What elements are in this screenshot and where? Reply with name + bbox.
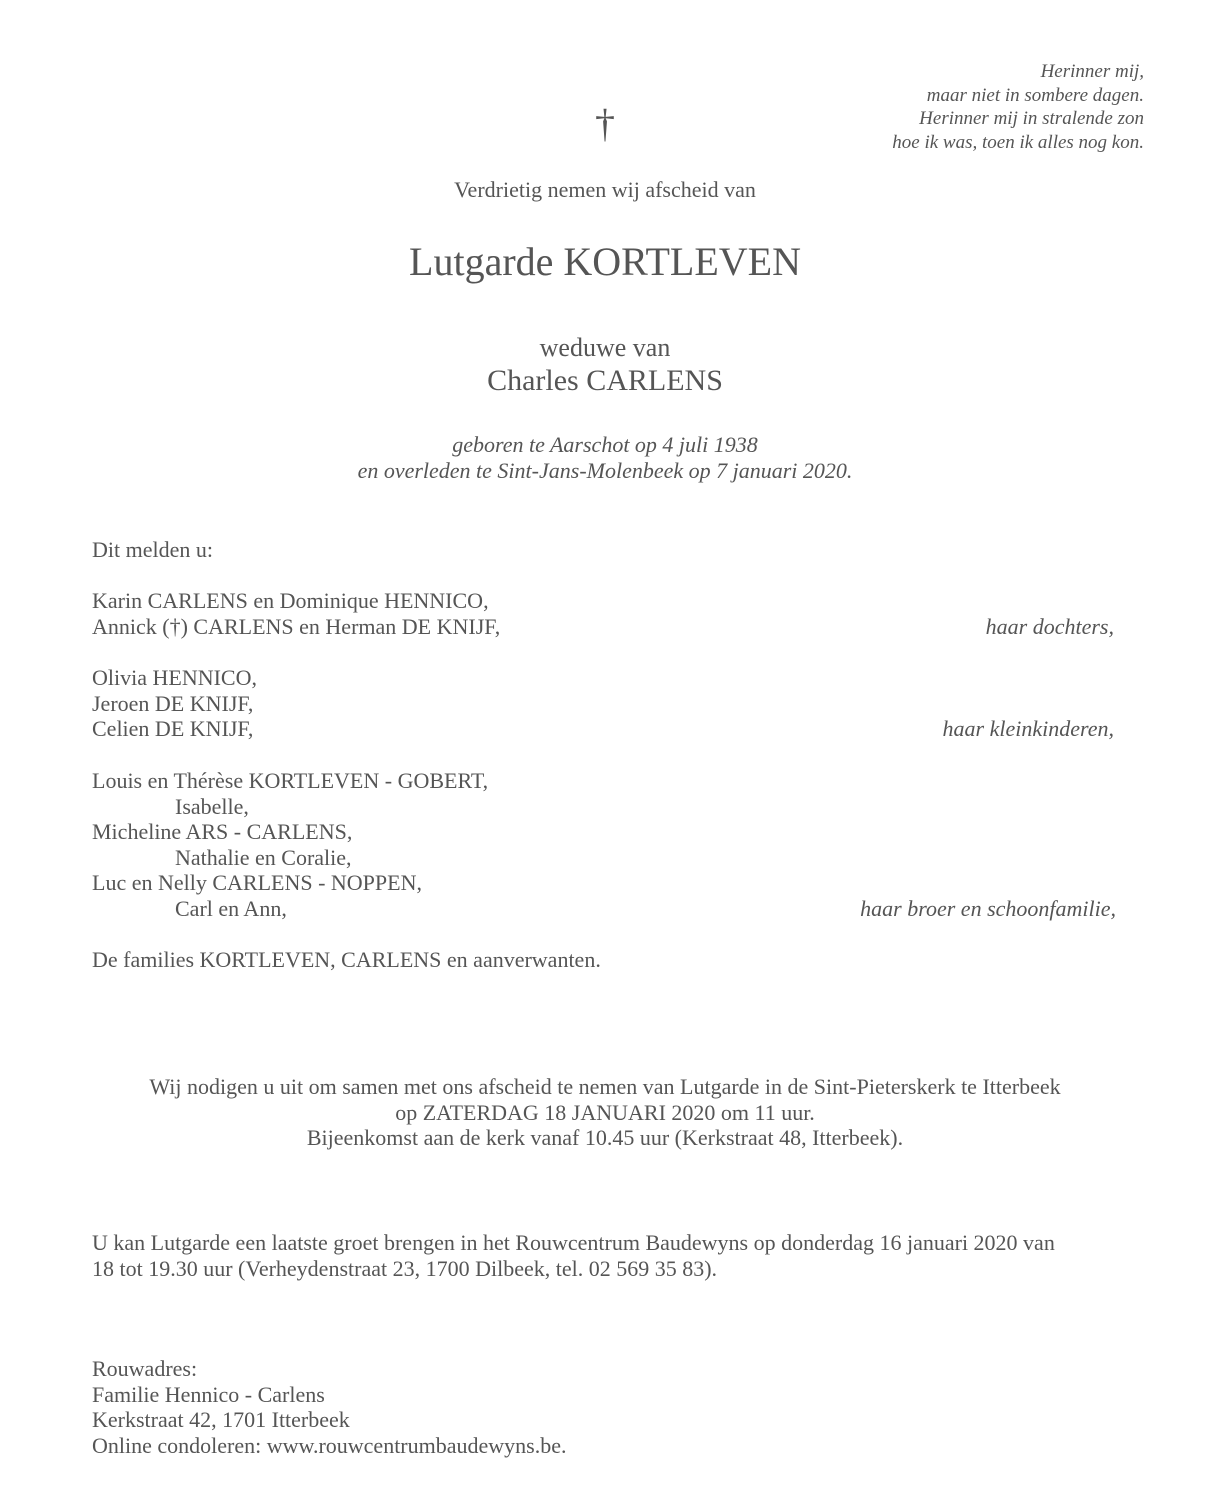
poem-line: maar niet in sombere dagen. (926, 84, 1144, 106)
list-item: Micheline ARS - CARLENS, (92, 819, 353, 844)
intro-text: Verdrietig nemen wij afscheid van (454, 177, 756, 202)
poem-line: hoe ik was, toen ik alles nog kon. (892, 131, 1144, 153)
daughters-list (92, 588, 500, 639)
poem-line: Herinner mij in stralende zon (919, 108, 1144, 129)
list-item: Karin CARLENS en Dominique HENNICO, (92, 588, 489, 613)
visitation-line: 18 tot 19.30 uur (Verheydenstraat 23, 1700 Dilbeek, tel. 02 569 35 83). (92, 1255, 718, 1281)
family-list (92, 768, 488, 921)
address-label: Rouwadres: (92, 1356, 198, 1381)
list-item: Annick (†) CARLENS en Herman DE KNIJF, (92, 613, 501, 639)
list-item: Olivia HENNICO, (92, 665, 257, 690)
mourning-address (92, 1356, 567, 1458)
deceased-name: Lutgarde KORTLEVEN (409, 239, 801, 284)
death-line: en overleden te Sint-Jans-Molenbeek op 7 januari 2020. (357, 458, 853, 483)
families-line: De families KORTLEVEN, CARLENS en aanverwanten. (92, 947, 601, 972)
daughters-relation: haar dochters, (985, 614, 1114, 639)
grandchildren-relation: haar kleinkinderen, (942, 716, 1114, 741)
family-relation: haar broer en schoonfamilie, (860, 896, 1116, 921)
visitation-line: U kan Lutgarde een laatste groet brengen in het Rouwcentrum Baudewyns op donderdag 16 januari 2020 van (92, 1230, 1055, 1255)
list-item: Louis en Thérèse KORTLEVEN - GOBERT, (92, 768, 489, 793)
list-item: Carl en Ann, (175, 895, 287, 921)
visitation (92, 1230, 1055, 1281)
list-item: Isabelle, (175, 793, 249, 819)
cross-icon: † (595, 101, 615, 146)
life-dates (0, 432, 1210, 484)
announce-text: Dit melden u: (92, 537, 213, 562)
poem-line: Herinner mij, (1040, 61, 1144, 82)
list-item: Celien DE KNIJF, (92, 716, 254, 741)
invitation (0, 1074, 1210, 1151)
widow-label: weduwe van (539, 333, 671, 362)
invitation-line: Wij nodigen u uit om samen met ons afscheid te nemen van Lutgarde in de Sint-Pieterskerk te Itterbeek (149, 1074, 1061, 1099)
list-item: Luc en Nelly CARLENS - NOPPEN, (92, 870, 422, 895)
online-condolences: Online condoleren: www.rouwcentrumbaudewyns.be. (92, 1432, 567, 1458)
list-item: Nathalie en Coralie, (175, 844, 352, 870)
invitation-line: Bijeenkomst aan de kerk vanaf 10.45 uur (Kerkstraat 48, Itterbeek). (306, 1125, 904, 1150)
birth-line: geboren te Aarschot op 4 juli 1938 (452, 432, 758, 457)
address-street: Kerkstraat 42, 1701 Itterbeek (92, 1407, 350, 1432)
grandchildren-list (92, 665, 257, 742)
invitation-line: op ZATERDAG 18 JANUARI 2020 om 11 uur. (395, 1099, 815, 1125)
widow-name: Charles CARLENS (487, 364, 723, 397)
address-family: Familie Hennico - Carlens (92, 1381, 325, 1407)
list-item: Jeroen DE KNIJF, (92, 690, 254, 716)
